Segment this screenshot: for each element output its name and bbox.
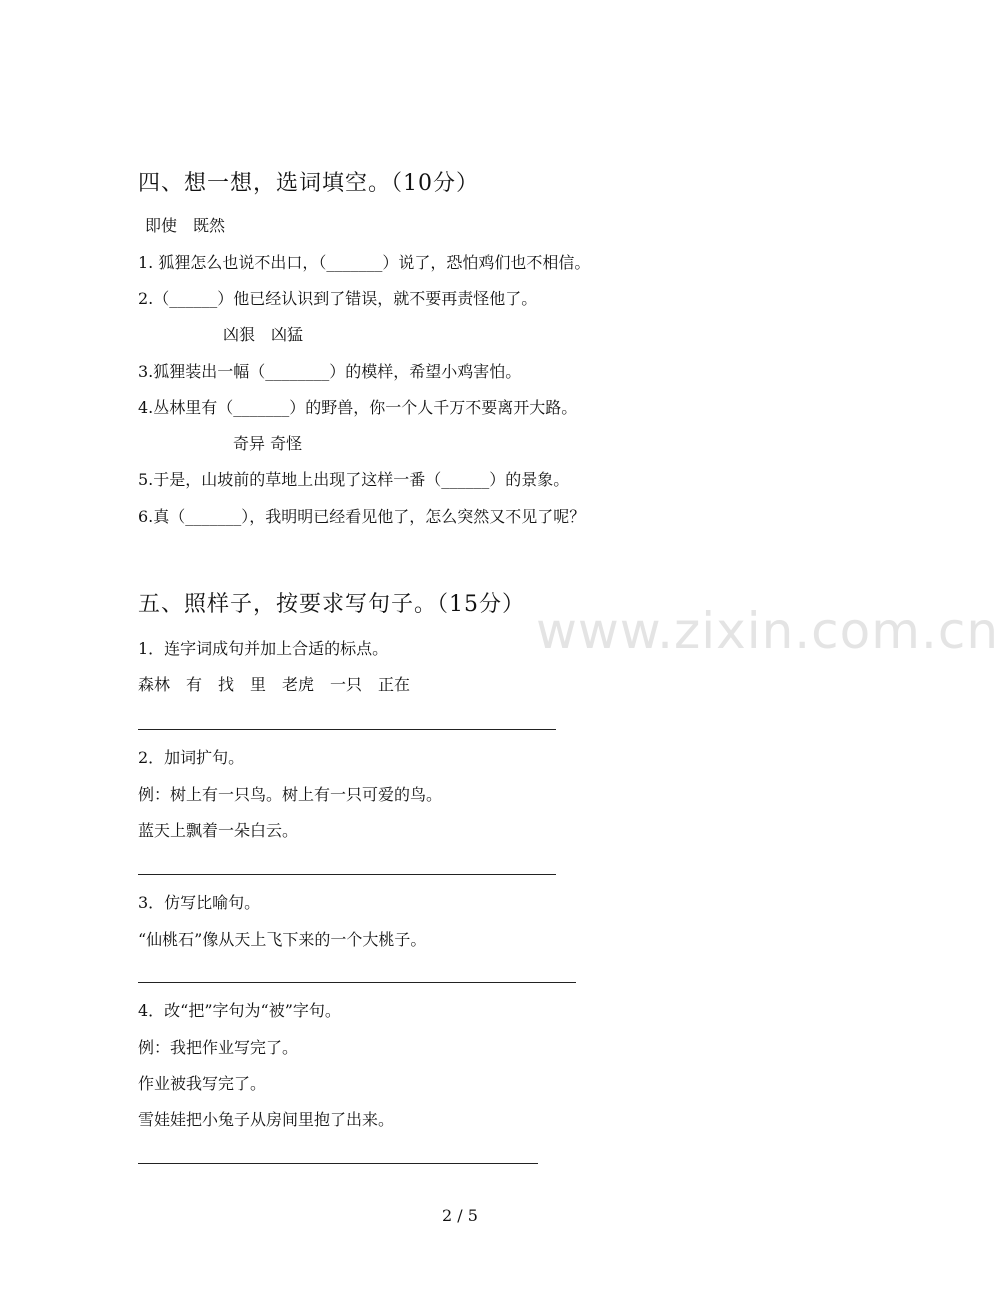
question-5-1-words: 森林 有 找 里 老虎 一只 正在 — [138, 675, 411, 694]
question-5-4-example: 例：我把作业写完了。 — [138, 1038, 299, 1057]
question-5-4-sentence: 雪娃娃把小兔子从房间里抱了出来。 — [138, 1110, 395, 1129]
watermark: www.zixin.com.cn — [536, 602, 999, 660]
answer-line-3[interactable] — [138, 982, 576, 983]
question-5-3-sentence: “仙桃石”像从天上飞下来的一个大桃子。 — [138, 930, 427, 949]
question-5-2-example: 例：树上有一只鸟。树上有一只可爱的鸟。 — [138, 785, 443, 804]
question-4-4: 4.丛林里有（_______）的野兽，你一个人千万不要离开大路。 — [138, 398, 578, 417]
answer-line-1[interactable] — [138, 729, 556, 730]
question-4-2: 2.（______）他已经认识到了错误，就不要再责怪他了。 — [138, 289, 538, 308]
question-5-4-example-answer: 作业被我写完了。 — [138, 1074, 267, 1093]
section5-title: 五、照样子，按要求写句子。（15分） — [138, 592, 525, 617]
question-5-1-prompt: 1．连字词成句并加上合适的标点。 — [138, 639, 389, 658]
question-4-3: 3.狐狸装出一幅（________）的模样，希望小鸡害怕。 — [138, 362, 522, 381]
question-4-5: 5.于是，山坡前的草地上出现了这样一番（______）的景象。 — [138, 470, 570, 489]
question-5-3-prompt: 3．仿写比喻句。 — [138, 893, 261, 912]
question-5-2-prompt: 2．加词扩句。 — [138, 748, 245, 767]
page-number: 2 / 5 — [442, 1206, 478, 1225]
word-choice-group-2: 凶狠 凶猛 — [223, 325, 304, 344]
word-choice-group-1: 即使 既然 — [145, 216, 226, 235]
answer-line-2[interactable] — [138, 874, 556, 875]
question-5-4-prompt: 4．改“把”字句为“被”字句。 — [138, 1001, 341, 1020]
question-5-2-sentence: 蓝天上飘着一朵白云。 — [138, 821, 299, 840]
question-4-1: 1. 狐狸怎么也说不出口，（_______）说了，恐怕鸡们也不相信。 — [138, 253, 591, 272]
word-choice-group-3: 奇异 奇怪 — [233, 434, 303, 453]
section4-title: 四、想一想，选词填空。（10分） — [138, 171, 479, 196]
answer-line-4[interactable] — [138, 1163, 538, 1164]
question-4-6: 6.真（_______），我明明已经看见他了，怎么突然又不见了呢？ — [138, 507, 586, 526]
